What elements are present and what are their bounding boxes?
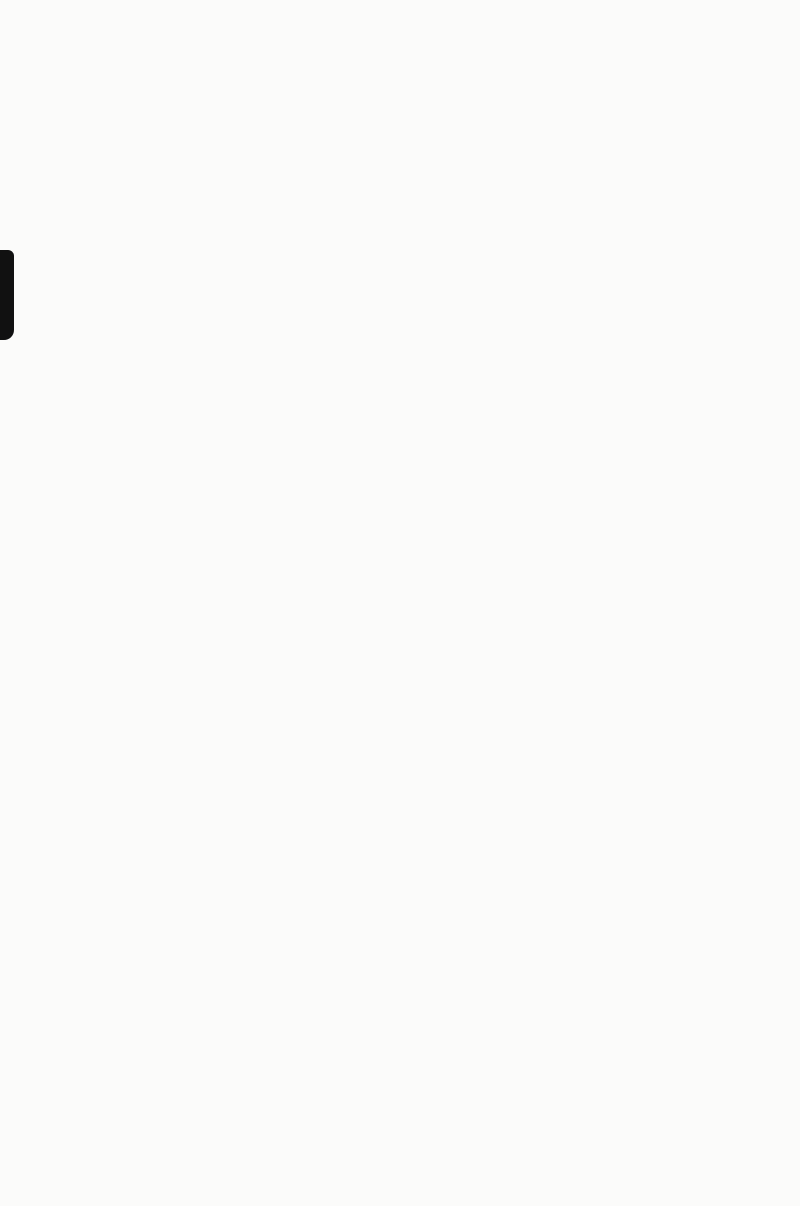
scan-edge-shadow xyxy=(0,250,14,340)
